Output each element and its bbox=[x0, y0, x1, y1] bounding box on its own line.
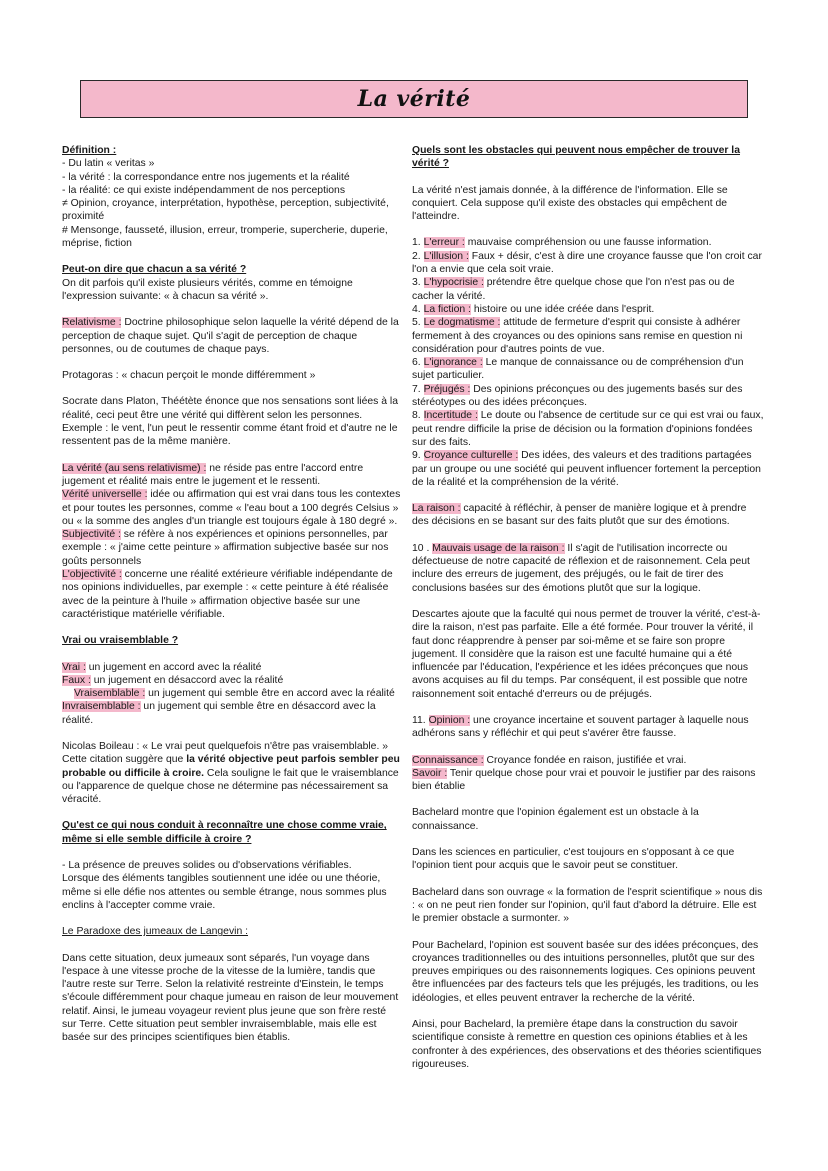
bachelard-paragraph-2: Bachelard dans son ouvrage « la formation de l'esprit scientifique » nous dis : « on ne peut rien fonder sur l'opinion, qu'il faut d'abord la détruire. Elle est le premier obstacle a surmonter. » bbox=[412, 886, 763, 925]
relativisme-text: Doctrine philosophique selon laquelle la vérité dépend de la perception de chaque sujet. Qu'il s'agit de perception de chaque personnes, ou de coutumes de chaque pays. bbox=[62, 317, 399, 355]
obstacle-num: 9. bbox=[412, 450, 424, 462]
obstacle-text: attitude de fermeture d'esprit qui consiste à adhérer fermement à des croyances ou des opinions sans remise en question ni considération pour d'autres points de vue. bbox=[412, 317, 743, 355]
opinion-term: Opinion : bbox=[428, 714, 471, 726]
relativisme-paragraph bbox=[62, 316, 402, 356]
paradoxe-text: Dans cette situation, deux jumeaux sont séparés, l'un voyage dans l'espace à une vitesse proche de la vitesse de la lumière, tandis que l'autre reste sur Terre. Selon la relativité restreinte d'Einstein, le temps s'écoule différemment pour chaque jumeau en raison de leur mouvement relatif. Ainsi, le jumeau voyageur revient plus jeune que son frère resté sur Terre. Cette situation peut sembler invraisemblable, mais elle est basée sur des principes scientifiques bien établis. bbox=[62, 952, 399, 1044]
opinion-paragraph bbox=[412, 714, 764, 741]
page-title: La vérité bbox=[357, 86, 471, 112]
obstacles-heading: Quels sont les obstacles qui peuvent nous empêcher de trouver la vérité ? bbox=[412, 145, 740, 170]
obstacle-term: Incertitude : bbox=[423, 410, 478, 422]
chacun-text: On dit parfois qu'il existe plusieurs vérités, comme en témoigne l'expression suivante: « à chacun sa vérité ». bbox=[62, 277, 353, 302]
obstacles-heading-para bbox=[412, 144, 764, 171]
obstacles-intro: La vérité n'est jamais donnée, à la différence de l'information. Elle se conquiert. Cela suppose qu'il existe des obstacles qui empêchent de l'atteindre. bbox=[412, 184, 728, 223]
savoir-term: Savoir : bbox=[412, 767, 448, 779]
boileau-bold: la vérité objective peut parfois sembler peu probable ou difficile à croire. bbox=[62, 754, 400, 779]
reconnaitre-heading-para bbox=[62, 819, 402, 846]
obstacle-text: Des idées, des valeurs et des traditions partagées par un groupe ou une société qui peuvent influencer fortement la perception de la réalité et la compréhension de la vérité. bbox=[412, 450, 761, 488]
vrai-text: un jugement qui semble être en accord avec la réalité bbox=[145, 688, 395, 700]
mauvais-usage-paragraph bbox=[412, 542, 764, 595]
definition-heading: Définition : bbox=[62, 145, 117, 156]
chacun-section bbox=[62, 263, 402, 303]
definition-line: - la réalité: ce qui existe indépendamment de nos perceptions bbox=[62, 184, 346, 196]
protagoras-paragraph: Protagoras : « chacun perçoit le monde différemment » bbox=[62, 370, 316, 382]
vrai-term: Vrai : bbox=[62, 661, 86, 673]
bachelard-paragraph-3: Pour Bachelard, l'opinion est souvent basée sur des idées préconçues, des croyances traditionnelles ou des intuitions personnelles, plutôt que sur des preuves empiriques ou des raisonnements logiques. Ces opinions peuvent être influencées par des facteurs tels que les préjugés, les traditions, ou les idéologies, et elles peuvent entraver la recherche de la vérité. bbox=[412, 939, 759, 1004]
chacun-heading: Peut-on dire que chacun a sa vérité ? bbox=[62, 264, 247, 276]
type-term: L'objectivité : bbox=[62, 569, 122, 581]
reconnaitre-heading: Qu'est ce qui nous conduit à reconnaître une chose comme vraie, même si elle semble difficile à croire ? bbox=[62, 820, 387, 845]
obstacle-term: L'hypocrisie : bbox=[423, 277, 484, 289]
raison-paragraph bbox=[412, 502, 764, 529]
obstacle-num: 1. bbox=[412, 237, 424, 249]
obstacle-term: La fiction : bbox=[423, 303, 471, 315]
bachelard-paragraph-4: Ainsi, pour Bachelard, la première étape dans la construction du savoir scientifique consiste à remettre en question ces opinions établies et à les confronter à des expériences, des observations et des théories scientifiques rigoureuses. bbox=[412, 1019, 762, 1070]
obstacle-num: 3. bbox=[412, 277, 424, 289]
vrai-text: un jugement qui semble être en désaccord avec la réalité. bbox=[62, 701, 376, 726]
obstacle-text: Le doute ou l'absence de certitude sur ce qui est vrai ou faux, peut rendre difficile la prise de décision ou la formation d'opinions fondées sur des faits. bbox=[412, 410, 764, 448]
obstacle-num: 2. bbox=[412, 250, 424, 262]
socrate-paragraph: Socrate dans Platon, Théétète énonce que nos sensations sont liées à la réalité, ceci peut être une vérité qui diffèrent selon les personnes. Exemple : le vent, l'un peut le ressentir comme étant froid et d'autre ne le ressentent pas de la même manière. bbox=[62, 396, 399, 448]
obstacles-list bbox=[412, 236, 764, 489]
mauvais-num: 10 . bbox=[412, 542, 433, 554]
descartes-paragraph: Descartes ajoute que la faculté qui nous permet de trouver la vérité, c'est-à-dire la raison, n'est pas parfaite. Elle a été formée. Pour trouver la vérité, il faut donc réapprendre à penser par soi-même et se faire son propre jugement. Il considère que la raison est une faculté humaine qui a été influencée par l'éducation, l'expérience et les idées préconçues que nous avons acquises au fil du temps. Par conséquent, il est possible que notre raisonnement soit entaché d'erreurs ou de préjugés. bbox=[412, 608, 761, 700]
vrai-term: Invraisemblable : bbox=[62, 701, 141, 713]
vrai-list bbox=[62, 661, 402, 727]
reconnaitre-text bbox=[62, 859, 402, 912]
obstacle-num: 8. bbox=[412, 410, 424, 422]
obstacle-term: Le dogmatisme : bbox=[423, 317, 501, 329]
opinion-num: 11. bbox=[412, 714, 429, 726]
boileau-pre: Cette citation suggère que bbox=[62, 754, 187, 766]
vrai-term: Faux : bbox=[62, 674, 91, 686]
obstacle-text: Le manque de connaissance ou de compréhension d'un sujet particulier. bbox=[412, 357, 744, 382]
obstacle-text: histoire ou une idée créée dans l'esprit. bbox=[470, 303, 655, 315]
connaissance-term: Connaissance : bbox=[412, 754, 484, 766]
savoir-text: Tenir quelque chose pour vrai et pouvoir le justifier par des raisons bien établie bbox=[412, 767, 756, 793]
reconnaitre-line2: Lorsque des éléments tangibles soutiennent une idée ou une théorie, même si elle défie nos attentes ou semble étrange, nous sommes plus enclins à l'accepter comme vraie. bbox=[62, 873, 387, 911]
obstacle-text: mauvaise compréhension ou une fausse information. bbox=[464, 237, 712, 249]
obstacle-num: 4. bbox=[412, 303, 424, 315]
obstacle-text: Faux + désir, c'est à dire une croyance fausse que l'on croit car l'on a envie que cela soit vraie. bbox=[412, 250, 762, 276]
opinion-text: une croyance incertaine et souvent partager à laquelle nous adhérons sans y réfléchir et qui peut s'avérer être fausse. bbox=[412, 714, 749, 740]
obstacle-term: Préjugés : bbox=[423, 383, 471, 395]
type-text: se réfère à nos expériences et opinions personnelles, par exemple : « j'aime cette peinture » affirmation subjective basée sur nos goûts personnels bbox=[62, 529, 389, 567]
mauvais-text: Il s'agit de l'utilisation incorrecte ou défectueuse de notre capacité de réflexion et de raisonnement. Cela peut inclure des erreurs de jugement, des préjugés, ou le fait de tirer des conclusions basées sur des émotions plutôt que sur la logique. bbox=[412, 542, 750, 594]
obstacle-num: 7. bbox=[412, 383, 424, 395]
vrai-text: un jugement en désaccord avec la réalité bbox=[90, 674, 284, 686]
paradoxe-heading: Le Paradoxe des jumeaux de Langevin : bbox=[62, 926, 249, 938]
type-term: Subjectivité : bbox=[62, 529, 121, 541]
vrai-heading-para bbox=[62, 634, 402, 647]
type-text: concerne une réalité extérieure vérifiable indépendante de nos opinions individuelles, par exemple : « cette peinture à été réalisée avec de la peinture à l'huile » affirmation objective basée sur une caractéristique matérielle vérifiable. bbox=[62, 569, 393, 620]
sciences-paragraph: Dans les sciences en particulier, c'est toujours en s'opposant à ce que l'opinion tient pour acquis que le savoir peut se constituer. bbox=[412, 847, 735, 872]
vrai-heading: Vrai ou vraisemblable ? bbox=[62, 635, 179, 647]
vrai-term: Vraisemblable : bbox=[74, 688, 146, 700]
definition-line: # Mensonge, fausseté, illusion, erreur, tromperie, supercherie, duperie, méprise, fiction bbox=[62, 224, 388, 250]
relativisme-term: Relativisme : bbox=[62, 317, 122, 329]
definition-line: - la vérité : la correspondance entre nos jugements et la réalité bbox=[62, 171, 350, 183]
obstacle-text: prétendre être quelque chose que l'on n'est pas ou de cacher la vérité. bbox=[412, 277, 735, 302]
definition-section bbox=[62, 144, 402, 250]
definition-line: - Du latin « veritas » bbox=[62, 158, 155, 170]
boileau-quote: Nicolas Boileau : « Le vrai peut quelquefois n'être pas vraisemblable. » bbox=[62, 740, 389, 752]
obstacle-num: 6. bbox=[412, 357, 424, 369]
connaissance-text: Croyance fondée en raison, justifiée et vrai. bbox=[483, 754, 687, 766]
obstacle-term: L'ignorance : bbox=[423, 357, 483, 369]
obstacle-term: L'erreur : bbox=[423, 237, 465, 249]
paradoxe-heading-para bbox=[62, 925, 402, 938]
right-column bbox=[412, 144, 764, 1084]
obstacle-num: 5. bbox=[412, 317, 424, 329]
type-term: La vérité (au sens relativisme) : bbox=[62, 462, 207, 474]
bachelard-paragraph-1: Bachelard montre que l'opinion également est un obstacle à la connaissance. bbox=[412, 807, 699, 832]
obstacle-term: L'illusion : bbox=[423, 250, 469, 262]
mauvais-term: Mauvais usage de la raison : bbox=[432, 542, 565, 554]
type-term: Vérité universelle : bbox=[62, 489, 148, 501]
obstacle-text: Des opinions préconçues ou des jugements basés sur des stéréotypes ou des idées préconçues. bbox=[412, 383, 743, 409]
vrai-text: un jugement en accord avec la réalité bbox=[85, 661, 262, 673]
type-text: idée ou affirmation qui est vrai dans tous les contextes et pour toutes les personnes, comme « l'eau bout a 100 degrés Celsius » ou « la somme des angles d'un triangle est toujours égale à 180 degré ». bbox=[62, 489, 401, 527]
boileau-post: Cela souligne le fait que le vraisemblance ou l'apparence de quelque chose ne détermine pas nécessairement sa véracité. bbox=[62, 767, 399, 806]
reconnaitre-line1: - La présence de preuves solides ou d'observations vérifiables. bbox=[62, 860, 352, 872]
title-banner bbox=[80, 80, 748, 118]
types-section bbox=[62, 462, 402, 622]
raison-term: La raison : bbox=[412, 503, 461, 515]
left-column bbox=[62, 144, 402, 1058]
connaissance-paragraph bbox=[412, 754, 764, 794]
definition-line: ≠ Opinion, croyance, interprétation, hypothèse, perception, subjectivité, proximité bbox=[62, 198, 389, 223]
raison-text: capacité à réfléchir, à penser de manière logique et à prendre des décisions en se basant sur des faits plutôt que sur des émotions. bbox=[412, 503, 747, 528]
obstacle-term: Croyance culturelle : bbox=[423, 450, 519, 462]
type-text: ne réside pas entre l'accord entre jugement et réalité mais entre le jugement et le ressenti. bbox=[62, 462, 364, 487]
boileau-paragraph bbox=[62, 740, 402, 806]
